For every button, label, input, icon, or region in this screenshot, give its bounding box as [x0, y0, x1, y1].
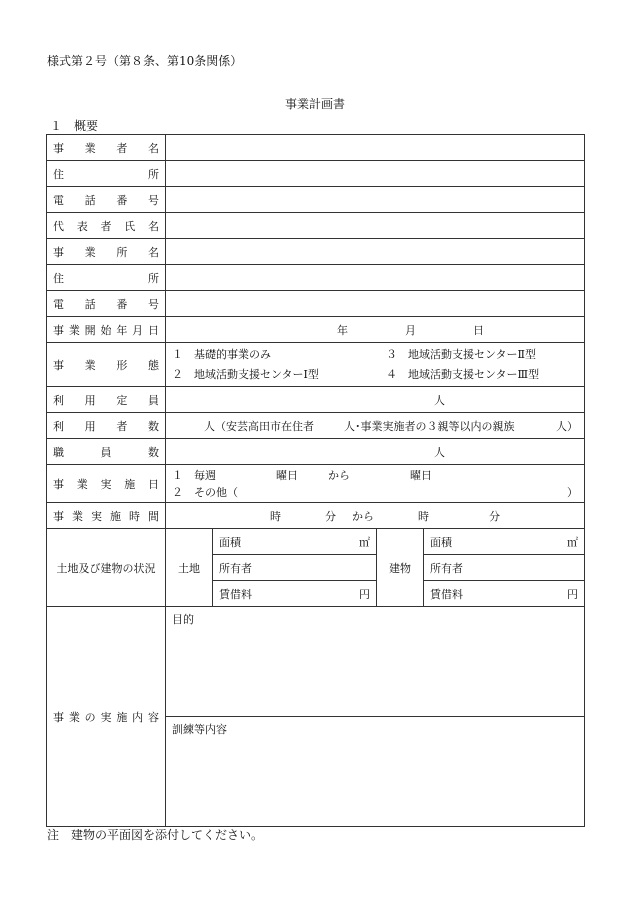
staff-count-unit: 人 [434, 445, 445, 459]
hours-from: から [352, 509, 374, 523]
label-phone: 電 話 番 号 [47, 187, 166, 213]
land-rent-unit: 円 [359, 587, 370, 601]
days-from: から [328, 468, 350, 482]
hours-hour-a: 時 [270, 509, 281, 523]
land-area-label: 面積 [219, 535, 241, 549]
page-title: 事業計画書 [284, 97, 345, 111]
user-count-resident: （安芸高田市在住者 [215, 419, 314, 433]
phone-field[interactable] [166, 187, 585, 213]
building-area-field[interactable] [424, 529, 585, 555]
label-office-phone: 電 話 番 号 [47, 291, 166, 317]
day-unit: 日 [473, 323, 484, 337]
business-type-option-1[interactable]: １ 基礎的事業のみ [172, 347, 271, 361]
land-owner-field[interactable] [213, 555, 377, 581]
implementation-hours-field[interactable] [166, 503, 585, 529]
training-content-label: 訓練等内容 [172, 723, 227, 736]
start-date-field[interactable] [166, 317, 585, 343]
office-address-field[interactable] [166, 265, 585, 291]
label-representative-name: 代 表 者 氏 名 [47, 213, 166, 239]
business-type-field[interactable] [166, 343, 585, 387]
purpose-label: 目的 [172, 613, 194, 626]
label-office-address: 住 所 [47, 265, 166, 291]
building-rent-unit: 円 [567, 587, 578, 601]
label-business-type: 事 業 形 態 [47, 343, 166, 387]
hours-hour-b: 時 [418, 509, 429, 523]
label-content: 事 業 の 実 施 内 容 [47, 607, 166, 827]
business-operator-name-field[interactable] [166, 135, 585, 161]
label-staff-count: 職 員 数 [47, 439, 166, 465]
month-unit: 月 [405, 323, 416, 337]
training-content-field[interactable] [166, 717, 585, 827]
office-name-field[interactable] [166, 239, 585, 265]
user-count-field[interactable] [166, 413, 585, 439]
label-business-operator-name: 事 業 者 名 [47, 135, 166, 161]
days-weekday-a: 曜日 [276, 468, 298, 482]
footer-note: 注 建物の平面図を添付してください。 [47, 828, 264, 842]
building-area-label: 面積 [430, 535, 452, 549]
label-land: 土地 [166, 529, 213, 607]
days-other-prefix: ２ その他（ [172, 485, 238, 499]
business-type-option-2[interactable]: ２ 地域活動支援センターⅠ型 [172, 367, 319, 381]
business-type-option-3[interactable]: ３ 地域活動支援センターⅡ型 [386, 347, 537, 361]
days-weekday-b: 曜日 [410, 468, 432, 482]
building-rent-label: 賃借料 [430, 587, 463, 601]
office-phone-field[interactable] [166, 291, 585, 317]
label-building: 建物 [377, 529, 424, 607]
days-other-close: ） [567, 485, 578, 499]
label-land-building: 土地及び建物の状況 [47, 529, 166, 607]
representative-name-field[interactable] [166, 213, 585, 239]
label-implementation-days: 事 業 実 施 日 [47, 465, 166, 503]
implementation-days-field[interactable] [166, 465, 585, 503]
user-count-tail: 人） [556, 419, 578, 433]
days-weekly-prefix: １ 毎週 [172, 468, 216, 482]
address-field[interactable] [166, 161, 585, 187]
plan-table [46, 134, 585, 827]
staff-count-field[interactable] [166, 439, 585, 465]
capacity-field[interactable] [166, 387, 585, 413]
business-type-option-4[interactable]: ４ 地域活動支援センターⅢ型 [386, 367, 540, 381]
label-capacity: 利 用 定 員 [47, 387, 166, 413]
building-owner-field[interactable] [424, 555, 585, 581]
building-rent-field[interactable] [424, 581, 585, 607]
land-owner-label: 所有者 [219, 561, 252, 575]
label-start-date: 事 業 開 始 年 月 日 [47, 317, 166, 343]
label-address: 住 所 [47, 161, 166, 187]
hours-min-b: 分 [489, 509, 500, 523]
label-user-count: 利 用 者 数 [47, 413, 166, 439]
label-office-name: 事 業 所 名 [47, 239, 166, 265]
capacity-unit: 人 [434, 393, 445, 407]
section-heading: １ 概要 [50, 119, 99, 133]
form-number: 様式第２号（第８条、第10条関係） [47, 54, 243, 68]
user-count-relatives: 人･事業実施者の３親等以内の親族 [344, 419, 515, 433]
user-count-unit: 人 [204, 419, 215, 433]
building-owner-label: 所有者 [430, 561, 463, 575]
label-implementation-hours: 事 業 実 施 時 間 [47, 503, 166, 529]
purpose-field[interactable] [166, 607, 585, 717]
land-area-field[interactable] [213, 529, 377, 555]
year-unit: 年 [337, 323, 348, 337]
land-rent-label: 賃借料 [219, 587, 252, 601]
land-rent-field[interactable] [213, 581, 377, 607]
building-area-unit: ㎡ [567, 535, 578, 549]
hours-min-a: 分 [325, 509, 336, 523]
land-area-unit: ㎡ [359, 535, 370, 549]
